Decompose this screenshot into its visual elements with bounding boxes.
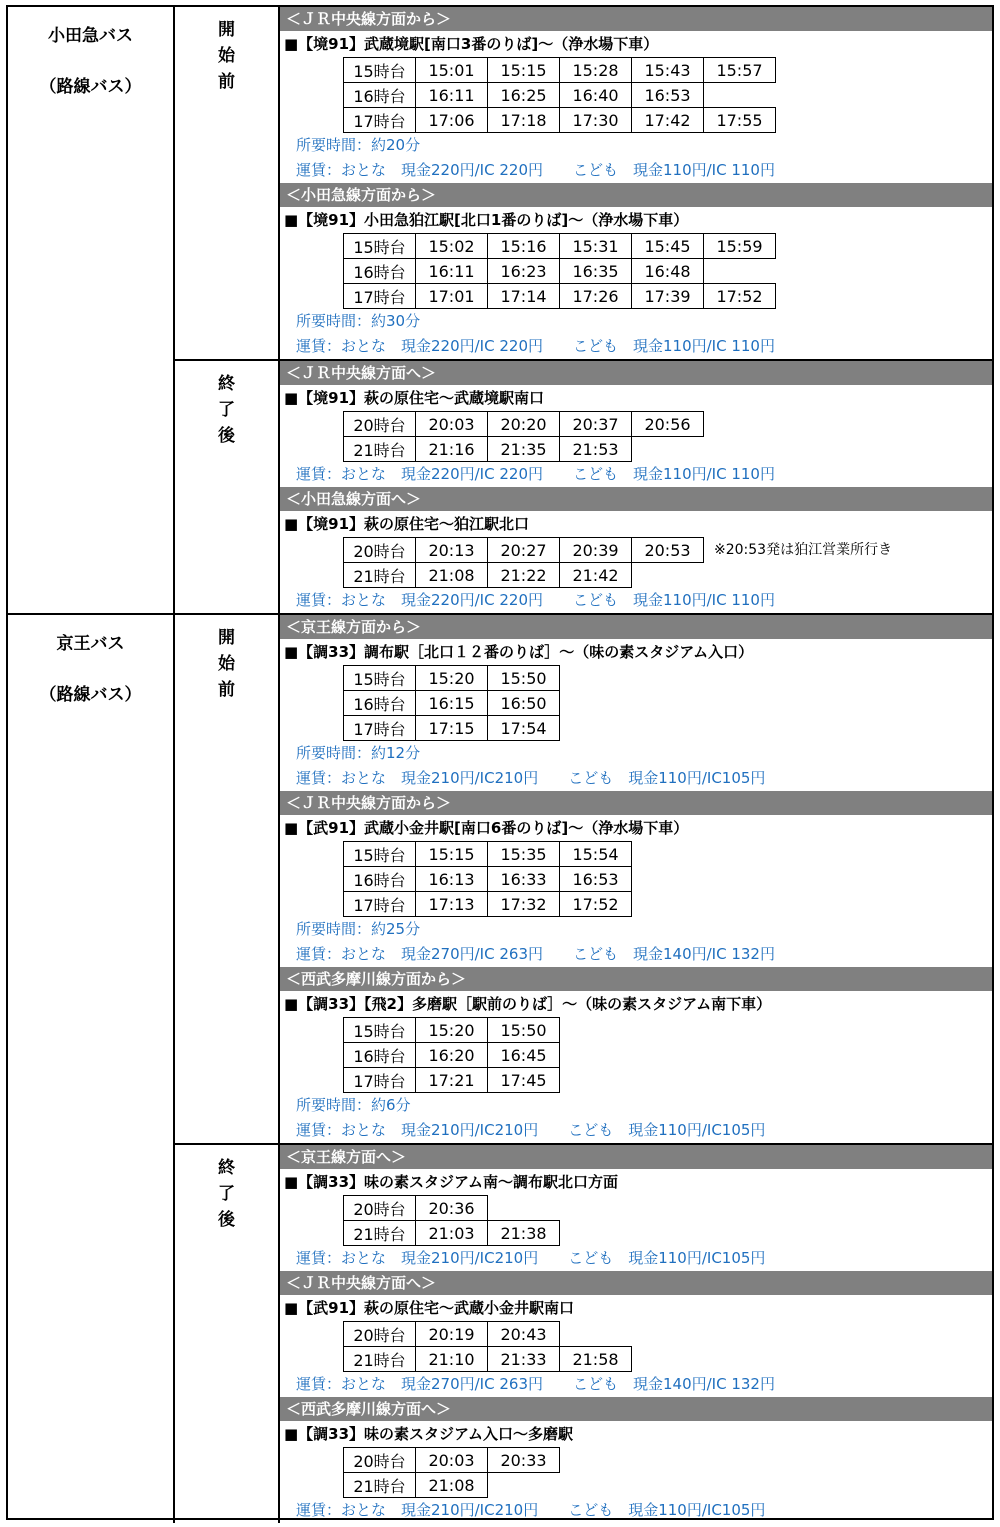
timetable-row [344,538,704,563]
phase-block [175,1145,992,1523]
hour-cell: 16時台 [344,1043,416,1068]
departure-time-cell: 15:35 [488,842,560,867]
direction-header: ＜ＪＲ中央線方面へ＞ [280,361,992,385]
hour-cell: 21時台 [344,1221,416,1246]
timetable-row [344,284,776,309]
departure-time-cell: 17:15 [416,716,488,741]
route-title: ■【境91】小田急狛江駅[北口1番のりば]～（浄水場下車） [284,211,689,229]
phase-body [280,615,992,1143]
route-title: ■【調33】味の素スタジアム南～調布駅北口方面 [284,1173,618,1191]
departure-time-cell: 15:20 [416,1018,488,1043]
route-title: ■【境91】萩の原住宅～狛江駅北口 [284,515,530,533]
departure-time-cell: 20:56 [632,412,704,437]
company-block [8,7,992,615]
phase-label-char: 始 [218,46,235,66]
timetable [343,411,704,462]
travel-time: 所要時間：約30分 [296,312,421,330]
timetable-row [344,666,560,691]
departure-time-cell: 20:03 [416,412,488,437]
departure-time-cell: 21:16 [416,437,488,462]
departure-time-cell: 17:18 [488,108,560,133]
timetable-row [344,259,776,284]
travel-time: 所要時間：約6分 [296,1096,411,1114]
empty-cell [632,563,704,588]
route-title: ■【調33】調布駅［北口１２番のりば］～（味の素スタジアム入口） [284,643,754,661]
timetable-row [344,83,776,108]
departure-time-cell: 16:11 [416,83,488,108]
hour-cell: 20時台 [344,1448,416,1473]
departure-time-cell: 20:43 [488,1322,560,1347]
phase-label-char: 終 [218,374,235,394]
timetable-row [344,58,776,83]
direction-header: ＜ＪＲ中央線方面へ＞ [280,1271,992,1295]
empty-cell [704,259,776,284]
phase-label-char: 了 [218,400,235,420]
departure-time-cell: 16:53 [632,83,704,108]
timetable-wrap [280,841,992,917]
hour-cell: 15時台 [344,1018,416,1043]
timetable [343,841,632,917]
phase-label-char: 前 [218,72,235,92]
empty-cell [488,1196,560,1221]
travel-time: 所要時間：約25分 [296,920,421,938]
departure-time-cell: 16:25 [488,83,560,108]
phase-label [175,361,280,613]
hour-cell: 20時台 [344,538,416,563]
timetable-row [344,1322,632,1347]
timetable-wrap [280,1447,992,1498]
hour-cell: 15時台 [344,234,416,259]
hour-cell: 17時台 [344,892,416,917]
timetable-wrap [280,1195,992,1246]
timetable-row [344,1068,560,1093]
departure-time-cell: 21:35 [488,437,560,462]
route-title: ■【境91】武蔵境駅[南口3番のりば]～（浄水場下車） [284,35,659,53]
bus-timetable-sheet [6,5,994,1520]
hour-cell: 16時台 [344,259,416,284]
timetable-row [344,892,632,917]
travel-time: 所要時間：約12分 [296,744,421,762]
timetable-row [344,1196,560,1221]
hour-cell: 20時台 [344,412,416,437]
hour-cell: 20時台 [344,1322,416,1347]
fare-info: 運賃：おとな 現金210円/IC210円 こども 現金110円/IC105円 [296,1121,766,1139]
fare-info: 運賃：おとな 現金220円/IC 220円 こども 現金110円/IC 110円 [296,465,775,483]
departure-time-cell: 21:42 [560,563,632,588]
company-name-cell [8,7,175,613]
route-title: ■【武91】武蔵小金井駅[南口6番のりば]～（浄水場下車） [284,819,689,837]
departure-time-cell: 15:15 [488,58,560,83]
departure-time-cell: 20:20 [488,412,560,437]
timetable-wrap [280,57,992,133]
timetable-wrap [280,1017,992,1093]
timetable-wrap [280,233,992,309]
departure-time-cell: 16:20 [416,1043,488,1068]
departure-time-cell: 20:27 [488,538,560,563]
departure-time-cell: 17:39 [632,284,704,309]
departure-time-cell: 21:33 [488,1347,560,1372]
direction-header: ＜ＪＲ中央線方面から＞ [280,791,992,815]
timetable-row [344,108,776,133]
departure-time-cell: 17:32 [488,892,560,917]
fare-info: 運賃：おとな 現金220円/IC 220円 こども 現金110円/IC 110円 [296,161,775,179]
departure-time-cell: 16:23 [488,259,560,284]
departure-time-cell: 21:08 [416,1473,488,1498]
departure-time-cell: 15:28 [560,58,632,83]
phase-list [175,7,992,613]
timetable [343,1017,560,1093]
fare-info: 運賃：おとな 現金270円/IC 263円 こども 現金140円/IC 132円 [296,1375,775,1393]
departure-time-cell: 17:52 [704,284,776,309]
departure-time-cell: 20:39 [560,538,632,563]
departure-time-cell: 20:33 [488,1448,560,1473]
timetable-row [344,234,776,259]
departure-time-cell: 16:40 [560,83,632,108]
phase-label [175,7,280,359]
departure-time-cell: 15:57 [704,58,776,83]
departure-time-cell: 20:53 [632,538,704,563]
timetable [343,233,776,309]
departure-time-cell: 17:52 [560,892,632,917]
fare-info: 運賃：おとな 現金220円/IC 220円 こども 現金110円/IC 110円 [296,591,775,609]
departure-time-cell: 15:50 [488,1018,560,1043]
phase-block [175,7,992,361]
departure-time-cell: 16:48 [632,259,704,284]
hour-cell: 17時台 [344,284,416,309]
departure-time-cell: 16:35 [560,259,632,284]
direction-header: ＜小田急線方面へ＞ [280,487,992,511]
timetable-wrap [280,1321,992,1372]
route-title: ■【武91】萩の原住宅～武蔵小金井駅南口 [284,1299,575,1317]
phase-label-char: 後 [218,426,235,446]
departure-time-cell: 15:01 [416,58,488,83]
timetable-row [344,842,632,867]
departure-time-cell: 16:15 [416,691,488,716]
departure-time-cell: 15:31 [560,234,632,259]
departure-time-cell: 17:26 [560,284,632,309]
fare-info: 運賃：おとな 現金270円/IC 263円 こども 現金140円/IC 132円 [296,945,775,963]
route-title: ■【調33】【飛2】多磨駅［駅前のりば］～（味の素スタジアム南下車） [284,995,772,1013]
departure-time-cell: 20:19 [416,1322,488,1347]
departure-time-cell: 20:37 [560,412,632,437]
departure-time-cell: 15:02 [416,234,488,259]
company-bus-type: （路線バス） [39,77,142,97]
hour-cell: 16時台 [344,83,416,108]
hour-cell: 15時台 [344,666,416,691]
timetable-row [344,1018,560,1043]
hour-cell: 16時台 [344,867,416,892]
phase-label-char: 了 [218,1184,235,1204]
timetable-note: ※20:53発は狛江営業所行き [714,542,893,558]
fare-info: 運賃：おとな 現金210円/IC210円 こども 現金110円/IC105円 [296,769,766,787]
timetable-wrap [280,665,992,741]
hour-cell: 15時台 [344,58,416,83]
timetable-row [344,1448,560,1473]
departure-time-cell: 17:06 [416,108,488,133]
departure-time-cell: 17:55 [704,108,776,133]
timetable-wrap [280,411,992,462]
empty-cell [632,437,704,462]
timetable [343,1321,632,1372]
departure-time-cell: 16:33 [488,867,560,892]
fare-info: 運賃：おとな 現金210円/IC210円 こども 現金110円/IC105円 [296,1249,766,1267]
departure-time-cell: 17:42 [632,108,704,133]
timetable [343,1195,560,1246]
fare-info: 運賃：おとな 現金210円/IC210円 こども 現金110円/IC105円 [296,1501,766,1519]
hour-cell: 21時台 [344,563,416,588]
company-name: 小田急バス [48,26,133,46]
departure-time-cell: 21:08 [416,563,488,588]
fare-info: 運賃：おとな 現金220円/IC 220円 こども 現金110円/IC 110円 [296,337,775,355]
departure-time-cell: 20:03 [416,1448,488,1473]
empty-cell [488,1473,560,1498]
timetable-row [344,1221,560,1246]
departure-time-cell: 21:22 [488,563,560,588]
departure-time-cell: 16:50 [488,691,560,716]
timetable-row [344,437,704,462]
phase-label-char: 開 [218,20,235,40]
phase-label-char: 始 [218,654,235,674]
departure-time-cell: 17:13 [416,892,488,917]
phase-block [175,361,992,613]
hour-cell: 16時台 [344,691,416,716]
departure-time-cell: 21:53 [560,437,632,462]
travel-time: 所要時間：約20分 [296,136,421,154]
route-title: ■【調33】味の素スタジアム入口～多磨駅 [284,1425,573,1443]
direction-header: ＜西武多摩川線方面から＞ [280,967,992,991]
direction-header: ＜小田急線方面から＞ [280,183,992,207]
timetable [343,537,704,588]
phase-body [280,361,992,613]
hour-cell: 15時台 [344,842,416,867]
timetable-row [344,563,704,588]
hour-cell: 17時台 [344,716,416,741]
timetable-row [344,1473,560,1498]
direction-header: ＜京王線方面へ＞ [280,1145,992,1169]
departure-time-cell: 21:03 [416,1221,488,1246]
departure-time-cell: 16:13 [416,867,488,892]
departure-time-cell: 15:20 [416,666,488,691]
hour-cell: 17時台 [344,1068,416,1093]
departure-time-cell: 16:45 [488,1043,560,1068]
phase-block [175,615,992,1145]
timetable [343,665,560,741]
route-title: ■【境91】萩の原住宅～武蔵境駅南口 [284,389,545,407]
timetable-row [344,867,632,892]
phase-label-char: 開 [218,628,235,648]
empty-cell [704,83,776,108]
phase-label-char: 終 [218,1158,235,1178]
timetable [343,1447,560,1498]
hour-cell: 21時台 [344,1347,416,1372]
departure-time-cell: 17:01 [416,284,488,309]
departure-time-cell: 17:30 [560,108,632,133]
departure-time-cell: 17:14 [488,284,560,309]
departure-time-cell: 20:36 [416,1196,488,1221]
hour-cell: 21時台 [344,1473,416,1498]
company-name: 京王バス [56,634,125,654]
timetable-row [344,716,560,741]
departure-time-cell: 21:38 [488,1221,560,1246]
departure-time-cell: 21:10 [416,1347,488,1372]
hour-cell: 17時台 [344,108,416,133]
departure-time-cell: 15:43 [632,58,704,83]
timetable-row [344,691,560,716]
departure-time-cell: 15:15 [416,842,488,867]
departure-time-cell: 17:45 [488,1068,560,1093]
departure-time-cell: 15:50 [488,666,560,691]
direction-header: ＜京王線方面から＞ [280,615,992,639]
timetable-row [344,412,704,437]
departure-time-cell: 17:54 [488,716,560,741]
departure-time-cell: 15:59 [704,234,776,259]
departure-time-cell: 21:58 [560,1347,632,1372]
timetable [343,57,776,133]
phase-list [175,615,992,1523]
departure-time-cell: 15:54 [560,842,632,867]
departure-time-cell: 16:53 [560,867,632,892]
timetable-row [344,1347,632,1372]
phase-label-char: 前 [218,680,235,700]
direction-header: ＜西武多摩川線方面へ＞ [280,1397,992,1421]
hour-cell: 20時台 [344,1196,416,1221]
phase-label-char: 後 [218,1210,235,1230]
timetable-row [344,1043,560,1068]
phase-body [280,7,992,359]
timetable-wrap [280,537,992,588]
company-block [8,615,992,1523]
departure-time-cell: 15:45 [632,234,704,259]
company-name-cell [8,615,175,1523]
departure-time-cell: 17:21 [416,1068,488,1093]
phase-body [280,1145,992,1523]
direction-header: ＜ＪＲ中央線方面から＞ [280,7,992,31]
phase-label [175,1145,280,1523]
empty-cell [560,1322,632,1347]
departure-time-cell: 20:13 [416,538,488,563]
hour-cell: 21時台 [344,437,416,462]
company-bus-type: （路線バス） [39,685,142,705]
departure-time-cell: 16:11 [416,259,488,284]
departure-time-cell: 15:16 [488,234,560,259]
phase-label [175,615,280,1143]
